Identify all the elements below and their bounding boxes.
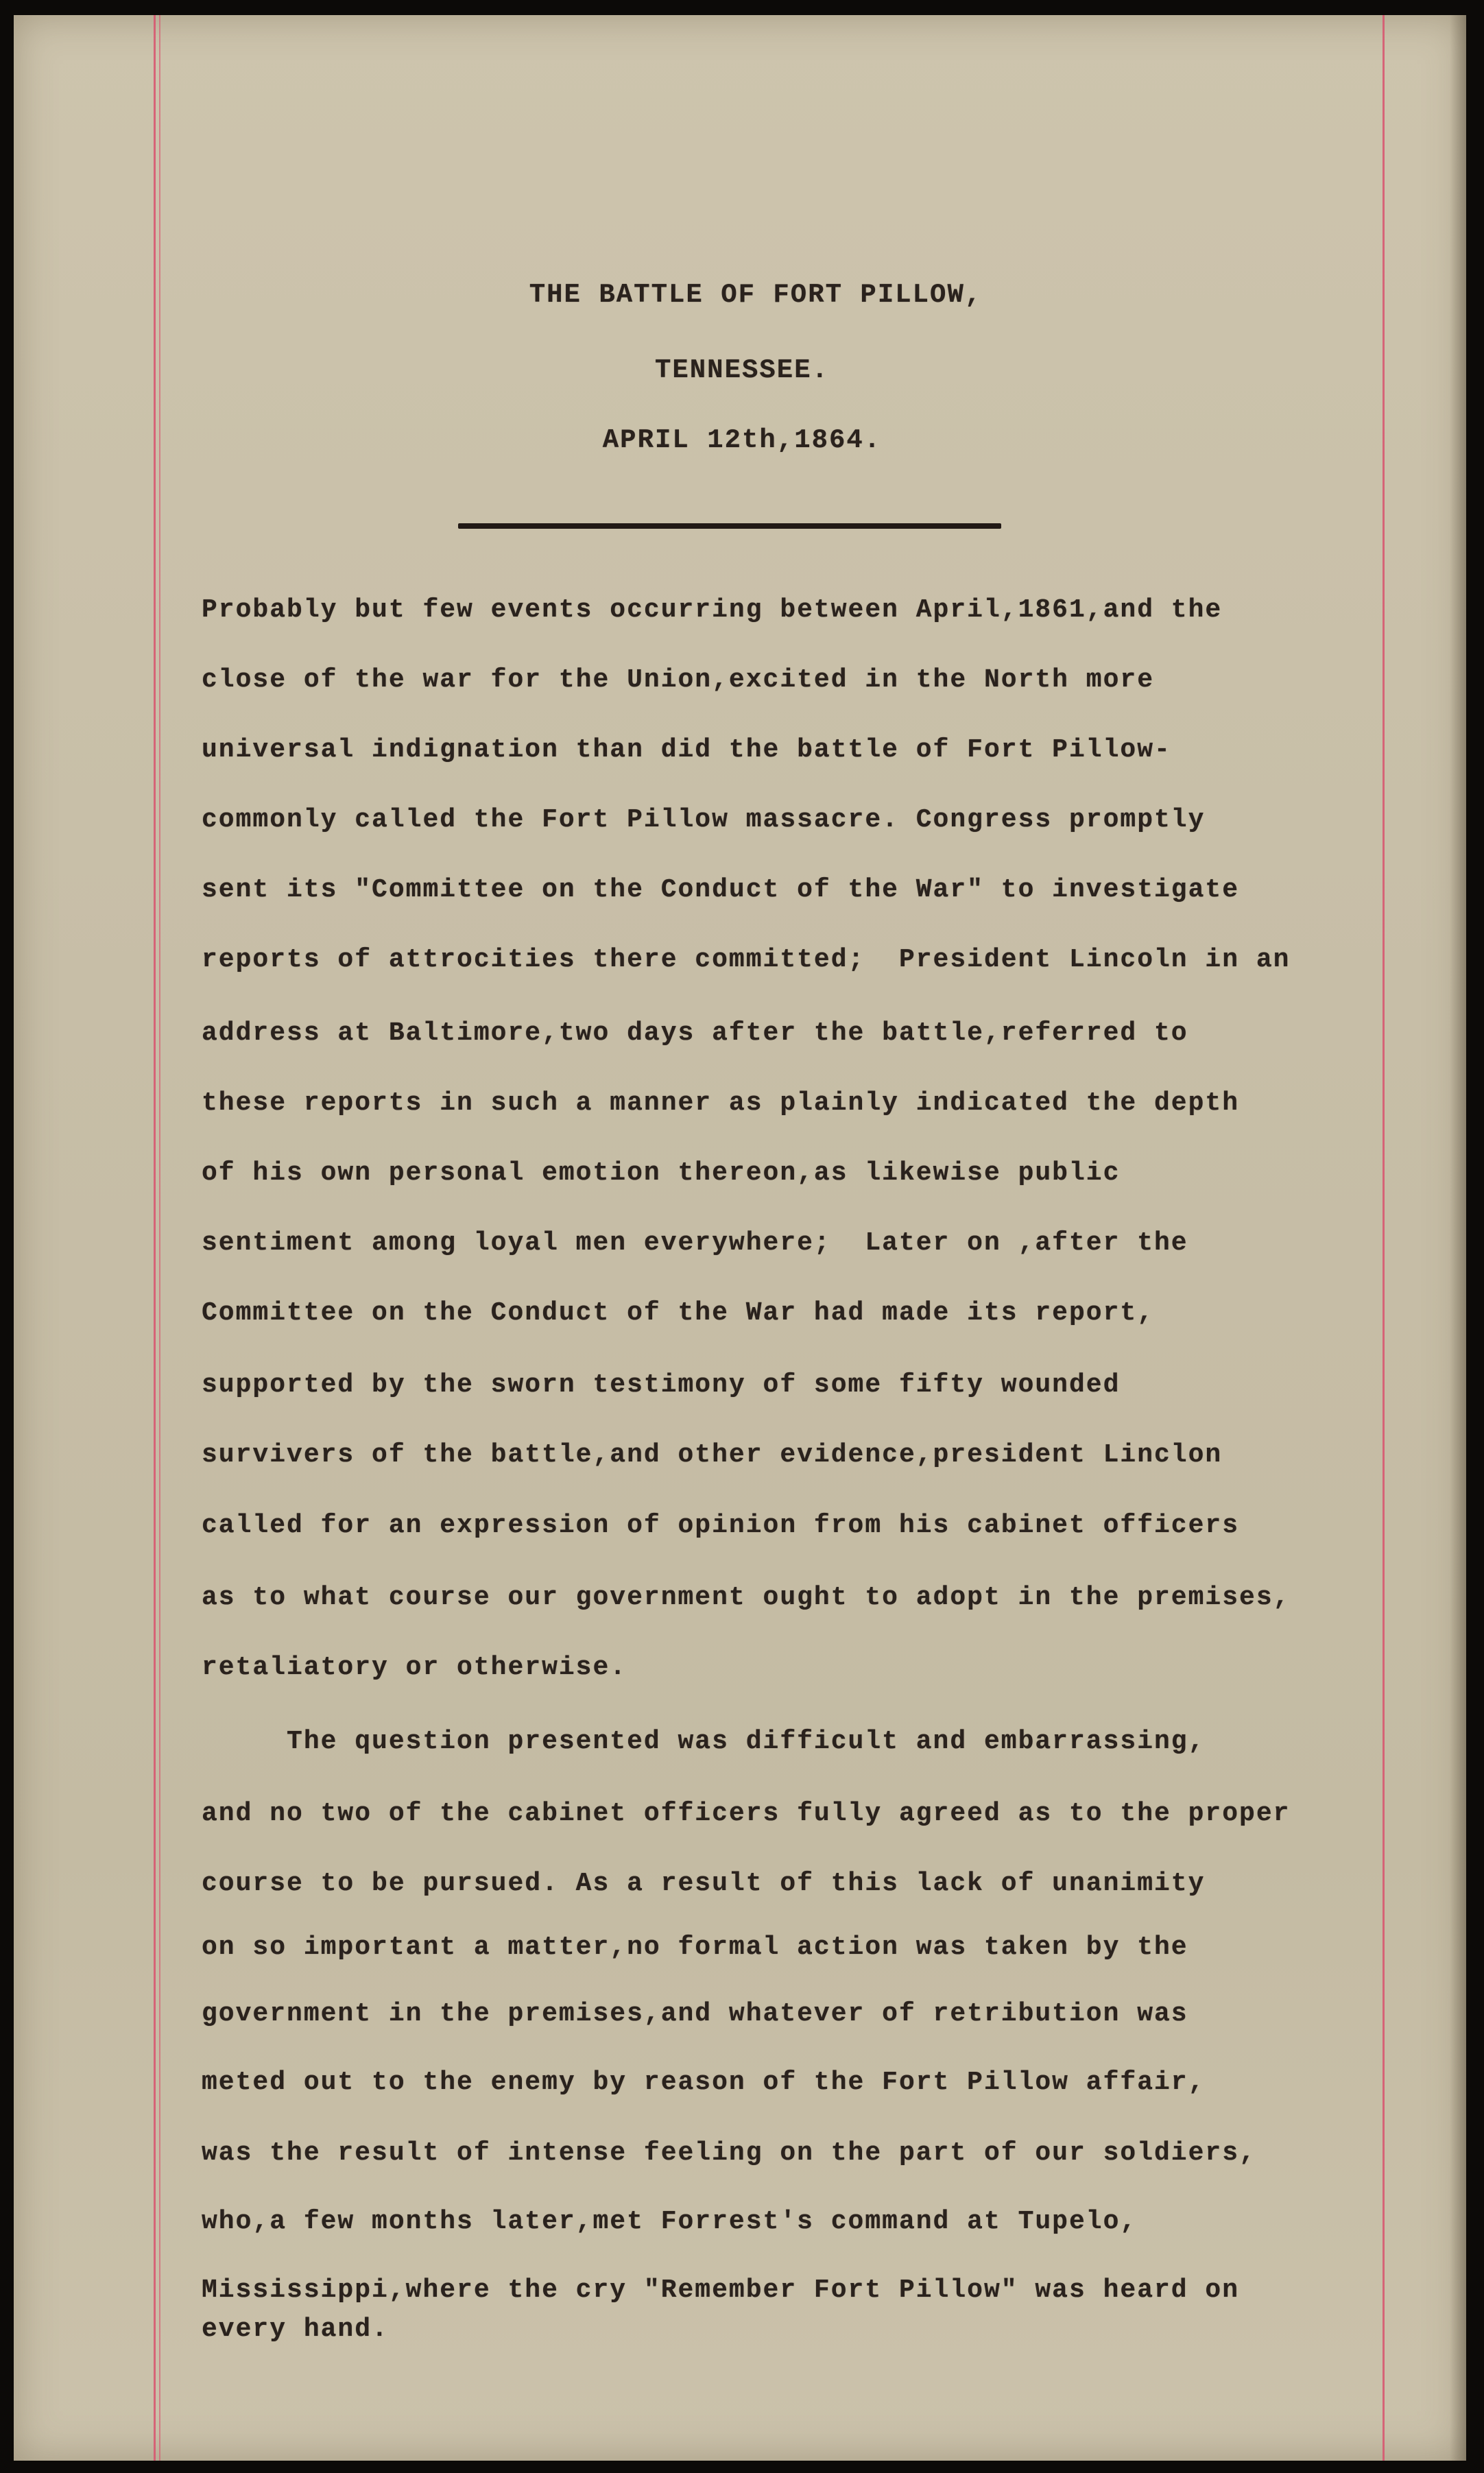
paragraph2-line: course to be pursued. As a result of this lack of unanimity	[202, 1869, 1206, 1898]
paragraph1-line: Committee on the Conduct of the War had made its report,	[202, 1298, 1155, 1328]
title-line-2: TENNESSEE.	[654, 355, 830, 385]
paragraph1-line: address at Baltimore,two days after the battle,referred to	[202, 1018, 1188, 1048]
paragraph1-line: of his own personal emotion thereon,as likewise public	[202, 1158, 1121, 1188]
paragraph2-line: Mississippi,where the cry "Remember Fort Pillow" was heard on	[202, 2275, 1240, 2305]
paragraph2-line: who,a few months later,met Forrest's command at Tupelo,	[202, 2207, 1138, 2236]
paragraph1-line: commonly called the Fort Pillow massacre. Congress promptly	[202, 805, 1206, 835]
paragraph2-line: The question presented was difficult and embarrassing,	[202, 1727, 1206, 1756]
paragraph1-line: sentiment among loyal men everywhere; Later on ,after the	[202, 1228, 1188, 1258]
paragraph2-line: was the result of intense feeling on the part of our soldiers,	[202, 2138, 1256, 2168]
title-line-3: APRIL 12th,1864.	[602, 425, 882, 455]
paragraph1-line: called for an expression of opinion from his cabinet officers	[202, 1511, 1240, 1540]
paragraph2-line: and no two of the cabinet officers fully agreed as to the proper	[202, 1799, 1291, 1828]
paragraph1-line: retaliatory or otherwise.	[202, 1653, 627, 1682]
paragraph2-line: government in the premises,and whatever of retribution was	[202, 1999, 1188, 2029]
paragraph1-line: as to what course our government ought to adopt in the premises,	[202, 1583, 1291, 1612]
paragraph1-line: universal indignation than did the battle of Fort Pillow-	[202, 735, 1171, 765]
paragraph1-line: survivers of the battle,and other evidence,president Linclon	[202, 1440, 1223, 1470]
title-underline-rule	[458, 523, 1001, 529]
paragraph1-line: sent its "Committee on the Conduct of the War" to investigate	[202, 875, 1240, 905]
paragraph2-line: meted out to the enemy by reason of the Fort Pillow affair,	[202, 2068, 1206, 2097]
paragraph1-line: Probably but few events occurring between April,1861,and the	[202, 595, 1223, 625]
paragraph2-line: on so important a matter,no formal action was taken by the	[202, 1933, 1188, 1962]
paragraph1-line: supported by the sworn testimony of some fifty wounded	[202, 1370, 1121, 1400]
paragraph2-line: every hand.	[202, 2315, 389, 2344]
paragraph1-line: these reports in such a manner as plainly indicated the depth	[202, 1088, 1240, 1118]
title-line-1: THE BATTLE OF FORT PILLOW,	[529, 280, 983, 310]
paragraph1-line: reports of attrocities there committed; President Lincoln in an	[202, 945, 1291, 975]
paragraph1-line: close of the war for the Union,excited in the North more	[202, 665, 1155, 695]
